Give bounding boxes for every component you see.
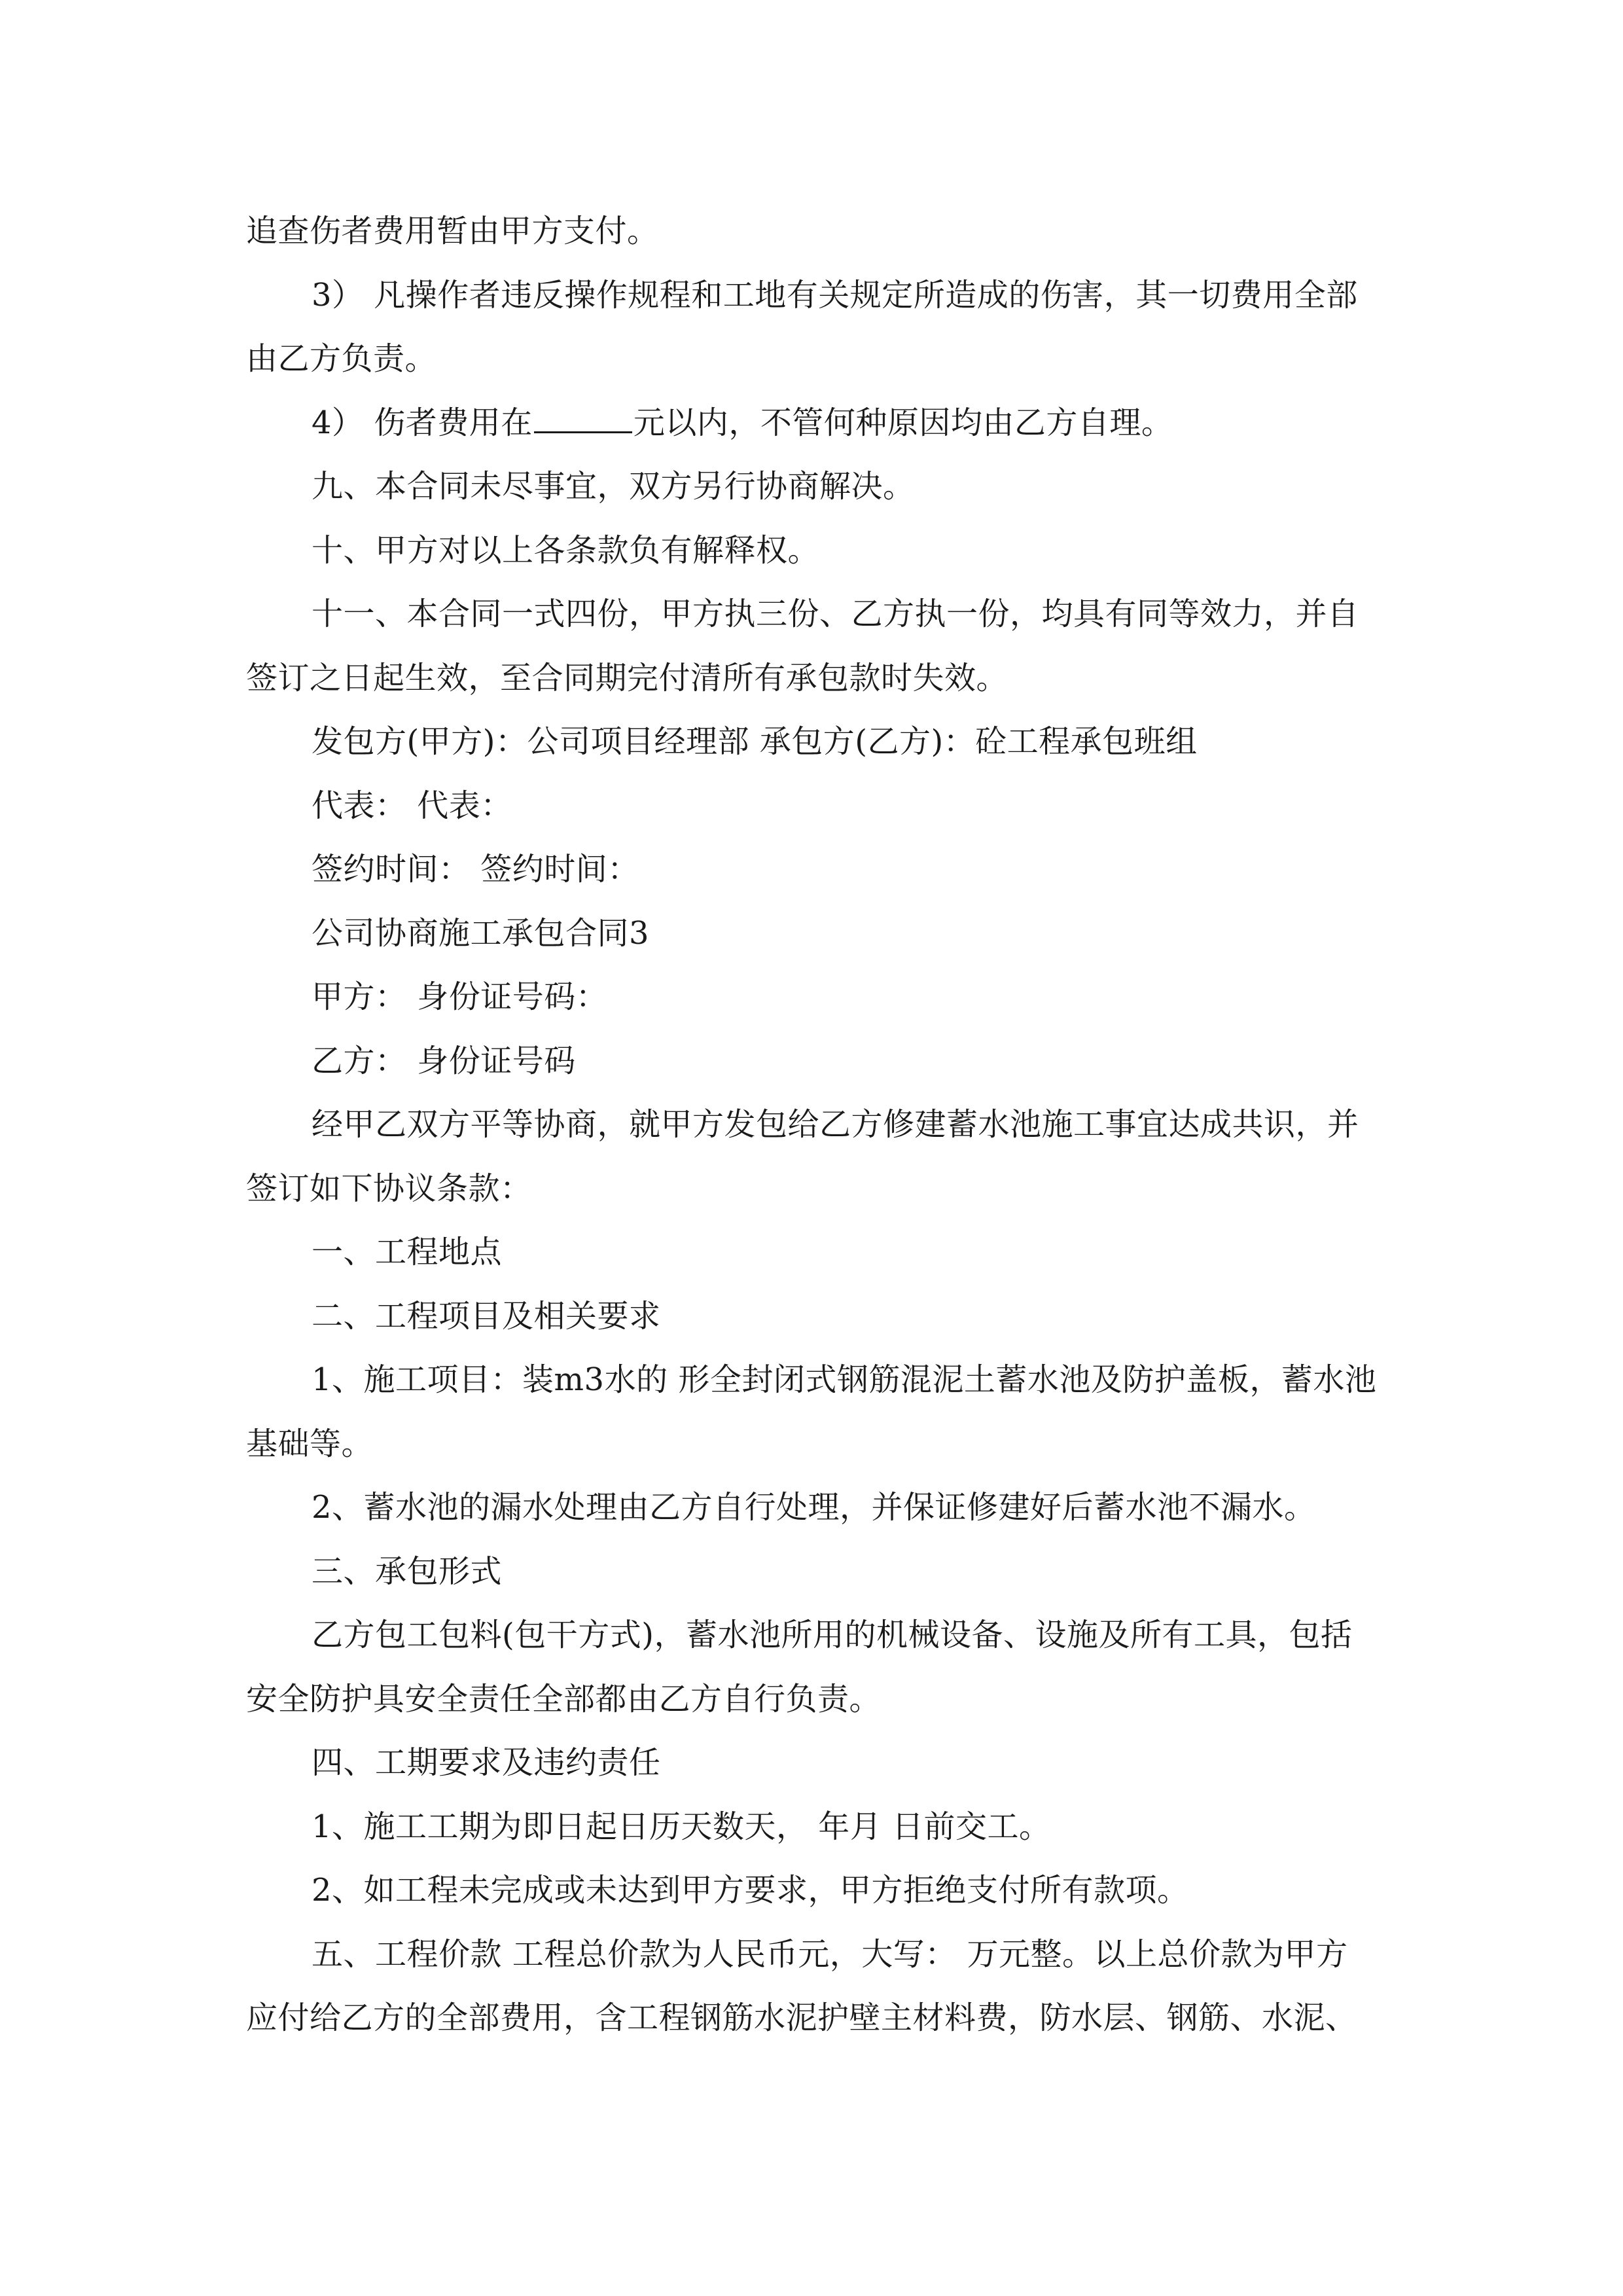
paragraph-3-before: 4） 伤者费用在 xyxy=(312,404,533,441)
paragraph-10: 公司协商施工承包合同3 xyxy=(312,914,650,952)
paragraph-9: 签约时间： 签约时间： xyxy=(312,851,639,888)
paragraph-5: 十、甲方对以上各条款负有解释权。 xyxy=(312,531,820,569)
paragraph-21: 1、施工工期为即日起日历天数天， 年月 日前交工。 xyxy=(312,1808,1051,1845)
paragraph-15: 二、工程项目及相关要求 xyxy=(312,1297,661,1335)
paragraph-11: 甲方： 身份证号码： xyxy=(312,978,608,1015)
paragraph-6: 十一、本合同一式四份，甲方执三份、乙方执一份，均具有同等效力，并自签订之日起生效，至合同期完付清所有承包款时失效。 xyxy=(246,596,1359,696)
paragraph-3-after: 元以内，不管何种原因均由乙方自理。 xyxy=(633,404,1173,441)
paragraph-4: 九、本合同未尽事宜，双方另行协商解决。 xyxy=(312,468,915,505)
fill-in-blank xyxy=(534,405,632,433)
paragraph-1: 追查伤者费用暂由甲方支付。 xyxy=(246,213,659,249)
paragraph-3 xyxy=(246,391,1380,456)
paragraph-2: 3） 凡操作者违反操作规程和工地有关规定所造成的伤害，其一切费用全部由乙方负责。 xyxy=(246,276,1358,377)
paragraph-17: 2、蓄水池的漏水处理由乙方自行处理，并保证修建好后蓄水池不漏水。 xyxy=(312,1489,1316,1526)
paragraph-20: 四、工期要求及违约责任 xyxy=(312,1744,661,1781)
paragraph-7: 发包方(甲方)：公司项目经理部 承包方(乙方)：砼工程承包班组 xyxy=(312,723,1198,760)
paragraph-13: 经甲乙双方平等协商，就甲方发包给乙方修建蓄水池施工事宜达成共识，并签订如下协议条款： xyxy=(246,1106,1359,1207)
paragraph-8: 代表： 代表： xyxy=(312,787,512,824)
paragraph-18: 三、承包形式 xyxy=(312,1552,503,1590)
paragraph-22: 2、如工程未完成或未达到甲方要求，甲方拒绝支付所有款项。 xyxy=(312,1872,1189,1909)
paragraph-12: 乙方： 身份证号码 xyxy=(312,1042,576,1079)
paragraph-14: 一、工程地点 xyxy=(312,1234,503,1270)
paragraph-16: 1、施工项目：装m3水的 形全封闭式钢筋混泥土蓄水池及防护盖板，蓄水池基础等。 xyxy=(246,1361,1377,1462)
paragraph-19: 乙方包工包料(包干方式)，蓄水池所用的机械设备、设施及所有工具，包括安全防护具安全责任全部都由乙方自行负责。 xyxy=(246,1617,1353,1717)
paragraph-23: 五、工程价款 工程总价款为人民币元，大写： 万元整。以上总价款为甲方应付给乙方的全部费用，含工程钢筋水泥护壁主材料费，防水层、钢筋、水泥、 xyxy=(246,1935,1357,2036)
